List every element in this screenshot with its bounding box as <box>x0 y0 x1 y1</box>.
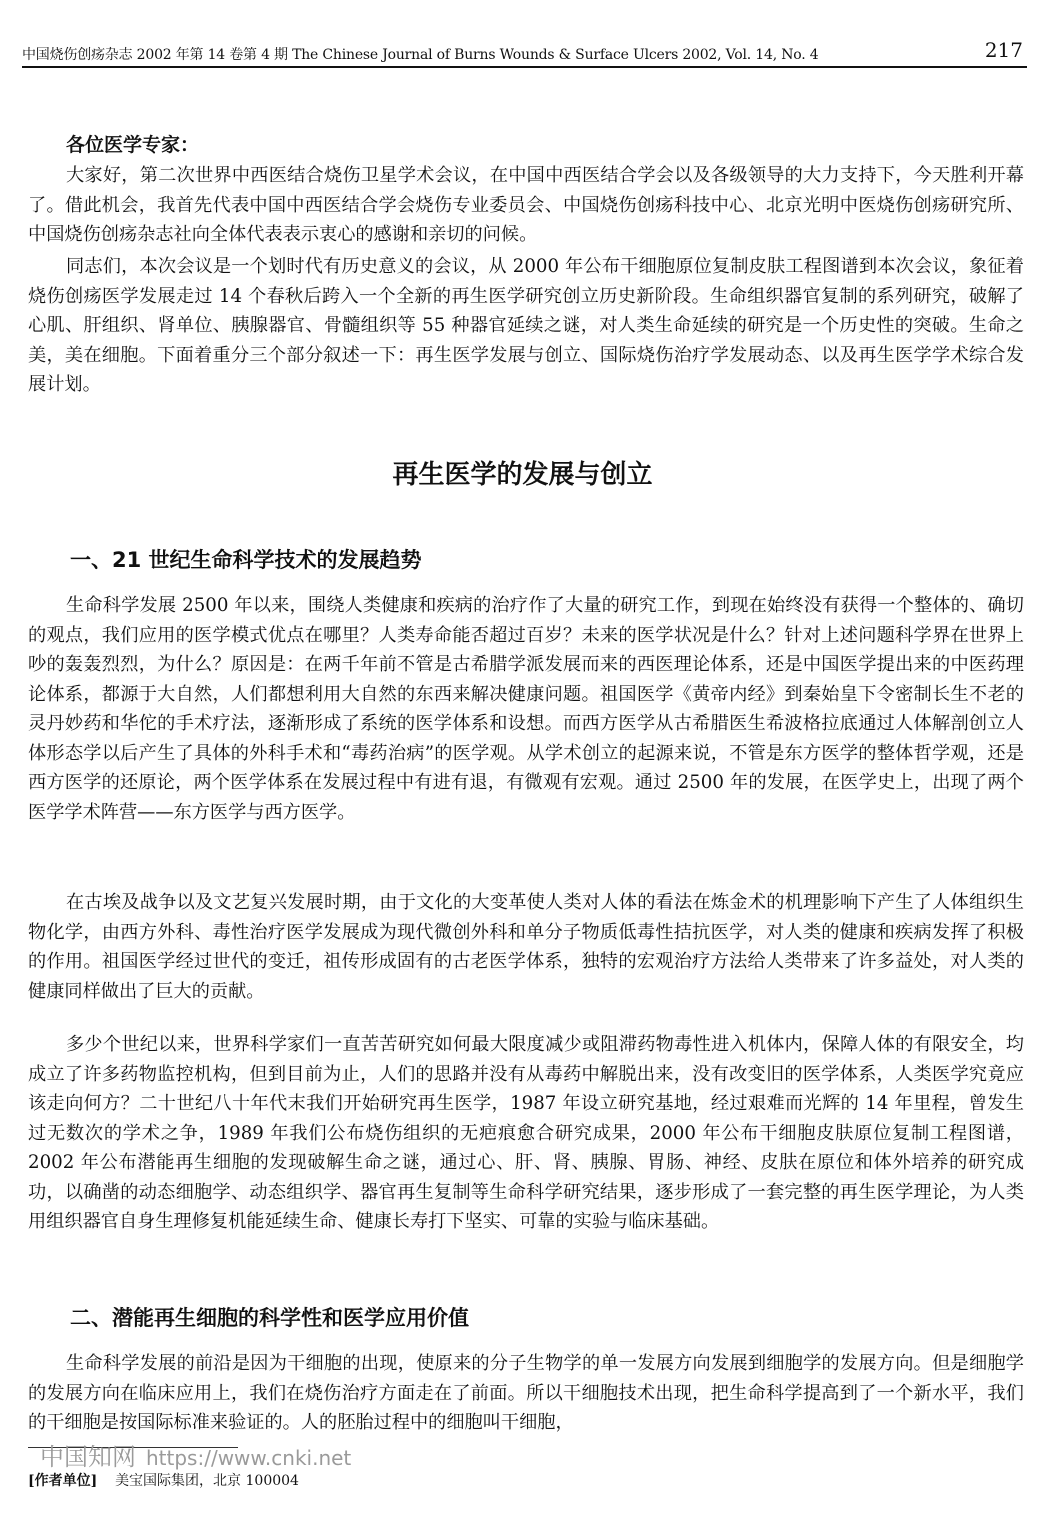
intro-paragraph-2: 同志们，本次会议是一个划时代有历史意义的会议，从 2000 年公布干细胞原位复制皮肤工程图谱到本次会议，象征着烧伤创疡医学发展走过 14 个春秋后跨入一个全新的再生医学研究创立历史新阶段。生命组织器官复制的系列研究，破解了心肌、肝组织、肾单位、胰腺器官、骨髓组织等 55 种器官延续之谜，对人类生命延续的研究是一个历史性的突破。生命之美，美在细胞。下面着重分三个部分叙述一下：再生医学发展与创立、国际烧伤治疗学发展动态、以及再生医学学术综合发展计划。 <box>28 256 1024 395</box>
section1-paragraph-2: 在古埃及战争以及文艺复兴发展时期，由于文化的大变革使人类对人体的看法在炼金术的机理影响下产生了人体组织生物化学，由西方外科、毒性治疗医学发展成为现代微创外科和单分子物质低毒性拮抗医学，对人类的健康和疾病发挥了积极的作用。祖国医学经过世代的变迁，祖传形成固有的古老医学体系，独特的宏观治疗方法给人类带来了许多益处，对人类的健康同样做出了巨大的贡献。 <box>28 892 1024 1002</box>
section2-paragraph-1: 生命科学发展的前沿是因为干细胞的出现，使原来的分子生物学的单一发展方向发展到细胞学的发展方向。但是细胞学的发展方向在临床应用上，我们在烧伤治疗方面走在了前面。所以干细胞技术出现，把生命科学提高到了一个新水平，我们的干细胞是按国际标准来验证的。人的胚胎过程中的细胞叫干细胞， <box>28 1353 1024 1433</box>
cnki-watermark <box>40 1437 351 1472</box>
running-header <box>22 40 1027 68</box>
affiliation-label: [作者单位] <box>28 1473 98 1489</box>
page-number: 217 <box>984 38 1023 62</box>
heading-2: 二、潜能再生细胞的科学性和医学应用价值 <box>70 1306 469 1330</box>
section-title: 再生医学的发展与创立 <box>392 460 653 490</box>
heading-1: 一、21 世纪生命科学技术的发展趋势 <box>70 548 422 572</box>
section1-paragraph-3: 多少个世纪以来，世界科学家们一直苦苦研究如何最大限度减少或阻滞药物毒性进入机体内，保障人体的有限安全，均成立了许多药物监控机构，但到目前为止，人们的思路并没有从毒药中解脱出来，没有改变旧的医学体系，人类医学究竟应该走向何方？二十世纪八十年代末我们开始研究再生医学，1987 年设立研究基地，经过艰难而光辉的 14 年里程，曾发生过无数次的学术之争，1989 年我们公布烧伤组织的无疤痕愈合研究成果，2000 年公布干细胞皮肤原位复制工程图谱，2002 年公布潜能再生细胞的发现破解生命之谜，通过心、肝、肾、胰腺、胃肠、神经、皮肤在原位和体外培养的研究成功，以确凿的动态细胞学、动态组织学、器官再生复制等生命科学研究结果，逐步形成了一套完整的再生医学理论，为人类用组织器官自身生理修复机能延续生命、健康长寿打下坚实、可靠的实验与临床基础。 <box>28 1034 1024 1232</box>
affiliation-text: 美宝国际集团，北京 100004 <box>115 1473 299 1489</box>
intro-paragraph-1: 大家好，第二次世界中西医结合烧伤卫星学术会议，在中国中西医结合学会以及各级领导的大力支持下，今天胜利开幕了。借此机会，我首先代表中国中西医结合学会烧伤专业委员会、中国烧伤创疡科技中心、北京光明中医烧伤创疡研究所、中国烧伤创疡杂志社向全体代表表示衷心的感谢和亲切的问候。 <box>28 165 1024 245</box>
greeting: 各位医学专家： <box>66 134 200 156</box>
section1-paragraph-1: 生命科学发展 2500 年以来，围绕人类健康和疾病的治疗作了大量的研究工作，到现在始终没有获得一个整体的、确切的观点，我们应用的医学模式优点在哪里？人类寿命能否超过百岁？未来的医学状况是什么？针对上述问题科学界在世界上吵的轰轰烈烈，为什么？原因是：在两千年前不管是古希腊学派发展而来的西医理论体系，还是中国医学提出来的中医药理论体系，都源于大自然，人们都想利用大自然的东西来解决健康问题。祖国医学《黄帝内经》到秦始皇下令密制长生不老的灵丹妙药和华佗的手术疗法，逐渐形成了系统的医学体系和设想。而西方医学从古希腊医生希波格拉底通过人体解剖创立人体形态学以后产生了具体的外科手术和“毒药治病”的医学观。从学术创立的起源来说，不管是东方医学的整体哲学观，还是西方医学的还原论，两个医学体系在发展过程中有进有退，有微观有宏观。通过 2500 年的发展，在医学史上，出现了两个医学学术阵营——东方医学与西方医学。 <box>28 595 1024 823</box>
author-affiliation <box>28 1470 299 1490</box>
watermark-url: https://www.cnki.net <box>146 1446 352 1470</box>
watermark-site: 中国知网 <box>40 1443 136 1471</box>
journal-citation: 中国烧伤创疡杂志 2002 年第 14 卷第 4 期 The Chinese Journal of Burns Wounds & Surface Ulcers 2002, Vol. 14, No. 4 <box>22 47 819 63</box>
